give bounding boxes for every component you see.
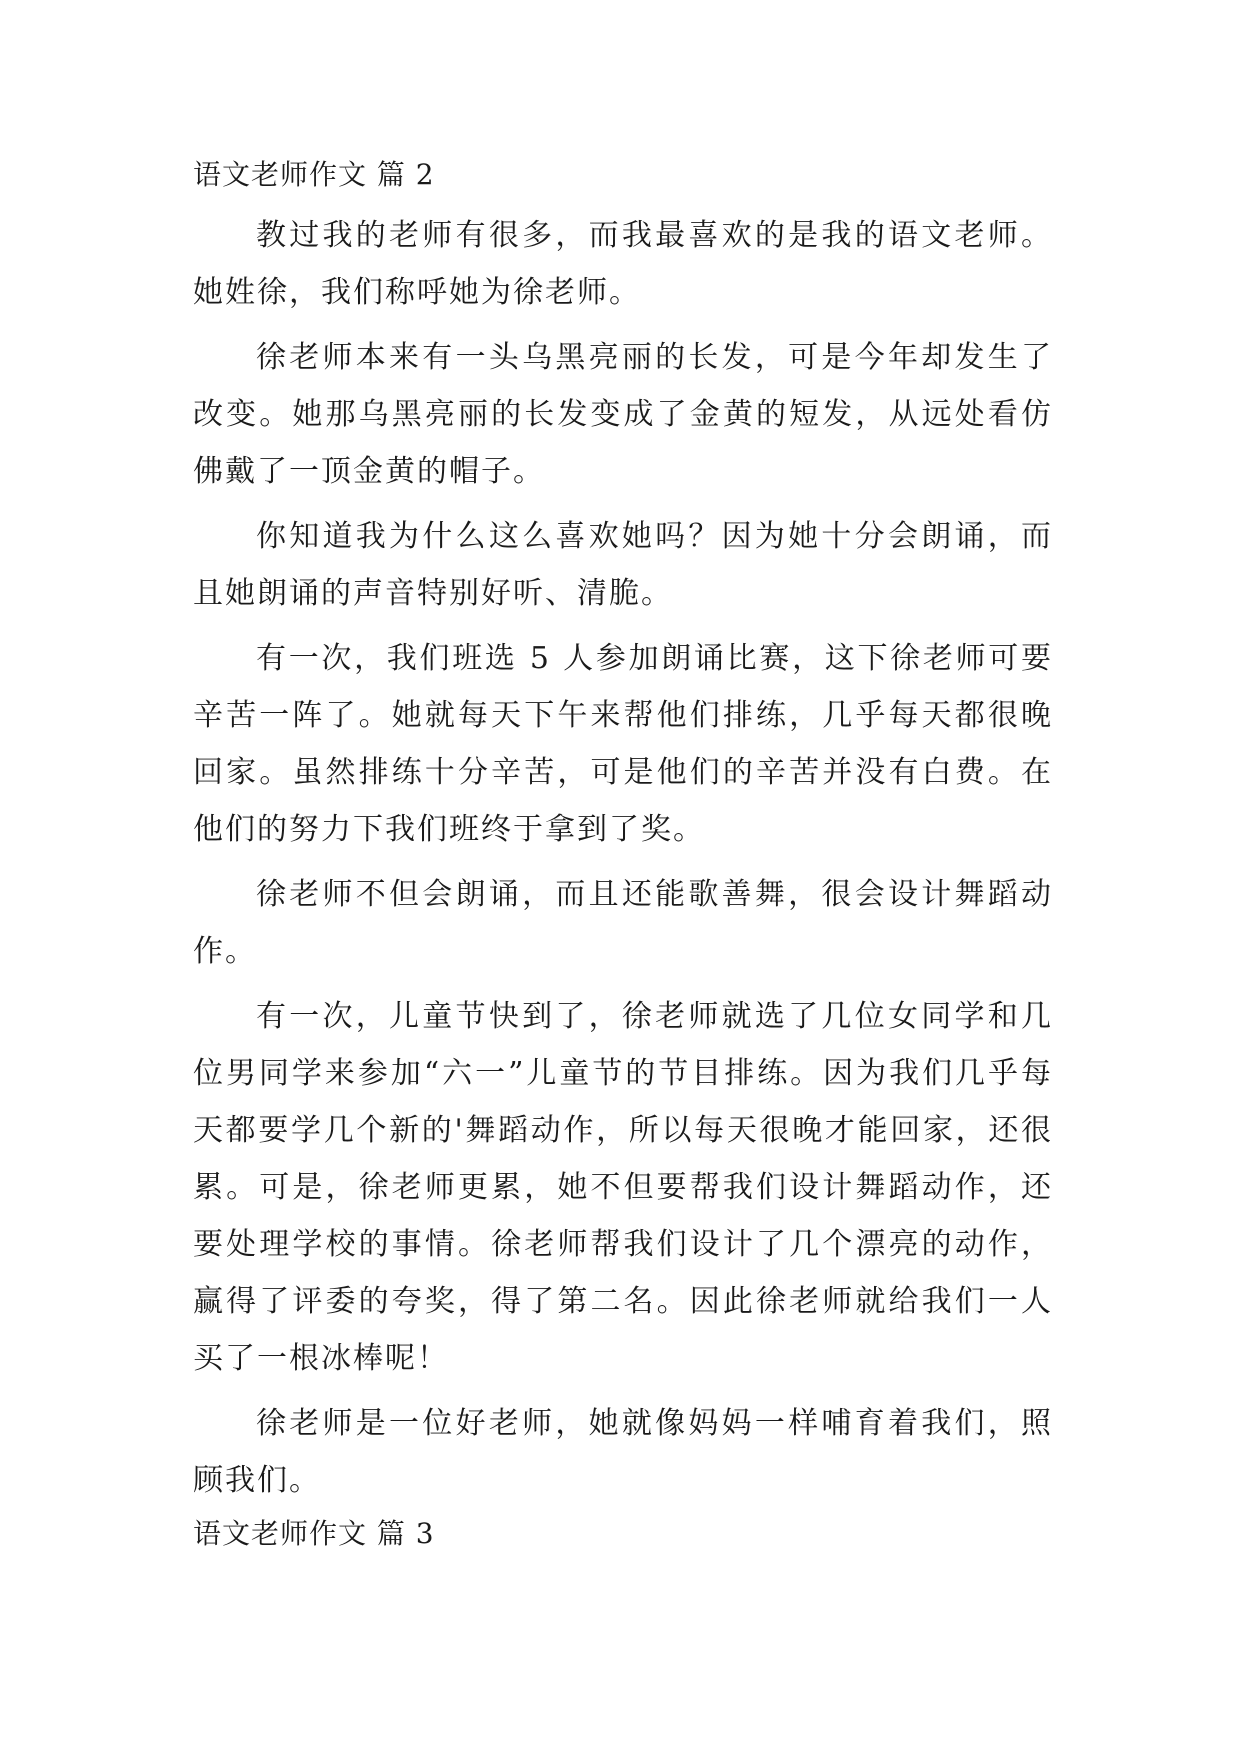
section-heading: 语文老师作文 篇 2: [193, 158, 435, 191]
paragraph: 你知道我为什么这么喜欢她吗？因为她十分会朗诵，而且她朗诵的声音特别好听、清脆。: [193, 519, 1053, 611]
paragraph: 有一次，我们班选 5 人参加朗诵比赛，这下徐老师可要辛苦一阵了。她就每天下午来帮他们排练，几乎每天都很晚回家。虽然排练十分辛苦，可是他们的辛苦并没有白费。在他们的努力下我们班终于拿到了奖。: [193, 641, 1053, 847]
paragraph: 徐老师不但会朗诵，而且还能歌善舞，很会设计舞蹈动作。: [193, 877, 1053, 969]
paragraph: 有一次，儿童节快到了，徐老师就选了几位女同学和几位男同学来参加“六一”儿童节的节目排练。因为我们几乎每天都要学几个新的'舞蹈动作，所以每天很晚才能回家，还很累。可是，徐老师更累，她不但要帮我们设计舞蹈动作，还要处理学校的事情。徐老师帮我们设计了几个漂亮的动作，赢得了评委的夸奖，得了第二名。因此徐老师就给我们一人买了一根冰棒呢！: [193, 999, 1053, 1376]
section-heading: 语文老师作文 篇 3: [193, 1517, 435, 1550]
paragraph: 教过我的老师有很多，而我最喜欢的是我的语文老师。她姓徐，我们称呼她为徐老师。: [193, 218, 1053, 310]
document-body: [193, 158, 1053, 1566]
paragraph: 徐老师是一位好老师，她就像妈妈一样哺育着我们，照顾我们。: [193, 1406, 1053, 1498]
paragraph: 徐老师本来有一头乌黑亮丽的长发，可是今年却发生了改变。她那乌黑亮丽的长发变成了金黄的短发，从远处看仿佛戴了一顶金黄的帽子。: [193, 340, 1053, 489]
